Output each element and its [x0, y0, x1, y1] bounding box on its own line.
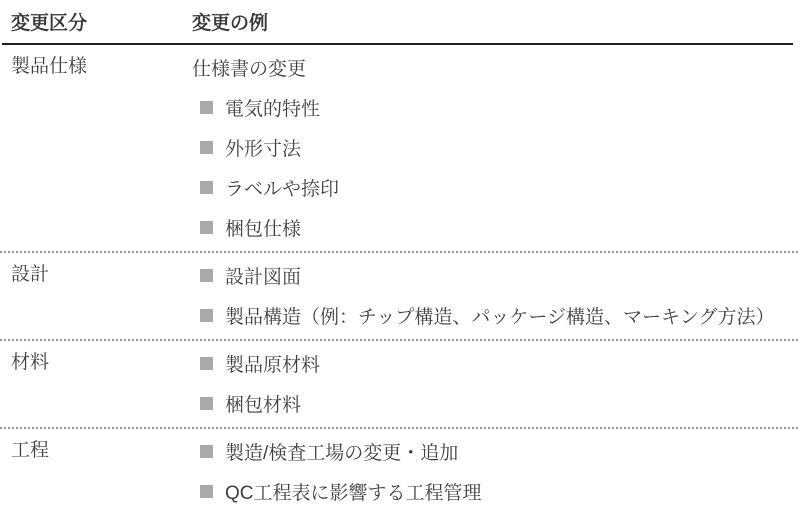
square-bullet-icon — [200, 357, 213, 370]
square-bullet-icon — [200, 397, 213, 410]
category-label: 工程 — [11, 440, 50, 461]
examples-list — [182, 255, 800, 335]
example-item — [192, 383, 800, 423]
examples-list — [182, 343, 800, 423]
square-bullet-icon — [200, 269, 213, 282]
example-text: 仕様書の変更 — [192, 58, 307, 80]
category-label: 製品仕様 — [11, 56, 88, 77]
example-intro — [192, 47, 800, 87]
example-text: 製造/検査工場の変更・追加 — [225, 442, 459, 464]
section-materials — [0, 341, 800, 427]
category-label: 設計 — [11, 264, 50, 285]
square-bullet-icon — [200, 221, 213, 234]
example-item — [192, 167, 800, 207]
header-change-category: 変更区分 — [11, 13, 88, 34]
example-item — [192, 127, 800, 167]
example-text: 設計図面 — [225, 266, 302, 288]
category-label: 材料 — [11, 352, 50, 373]
example-item — [192, 471, 800, 510]
example-item — [192, 255, 800, 295]
example-item — [192, 295, 800, 335]
section-process — [0, 429, 800, 510]
example-text: 梱包材料 — [225, 394, 302, 416]
example-text: 電気的特性 — [225, 98, 321, 120]
example-text: 梱包仕様 — [225, 218, 302, 240]
section-design — [0, 253, 800, 339]
section-product-spec — [0, 45, 800, 251]
table-header-row — [0, 0, 800, 43]
examples-list — [182, 47, 800, 247]
example-text: 製品原材料 — [225, 354, 321, 376]
square-bullet-icon — [200, 181, 213, 194]
square-bullet-icon — [200, 141, 213, 154]
example-item — [192, 87, 800, 127]
example-text: ラベルや捺印 — [225, 178, 340, 200]
header-change-examples: 変更の例 — [192, 13, 269, 34]
square-bullet-icon — [200, 485, 213, 498]
example-item — [192, 207, 800, 247]
square-bullet-icon — [200, 101, 213, 114]
square-bullet-icon — [200, 309, 213, 322]
examples-list — [182, 431, 800, 510]
example-text: QC工程表に影響する工程管理 — [225, 482, 482, 504]
example-item — [192, 431, 800, 471]
example-text: 外形寸法 — [225, 138, 302, 160]
example-text: 製品構造（例：チップ構造、パッケージ構造、マーキング方法） — [225, 306, 775, 328]
square-bullet-icon — [200, 445, 213, 458]
example-item — [192, 343, 800, 383]
